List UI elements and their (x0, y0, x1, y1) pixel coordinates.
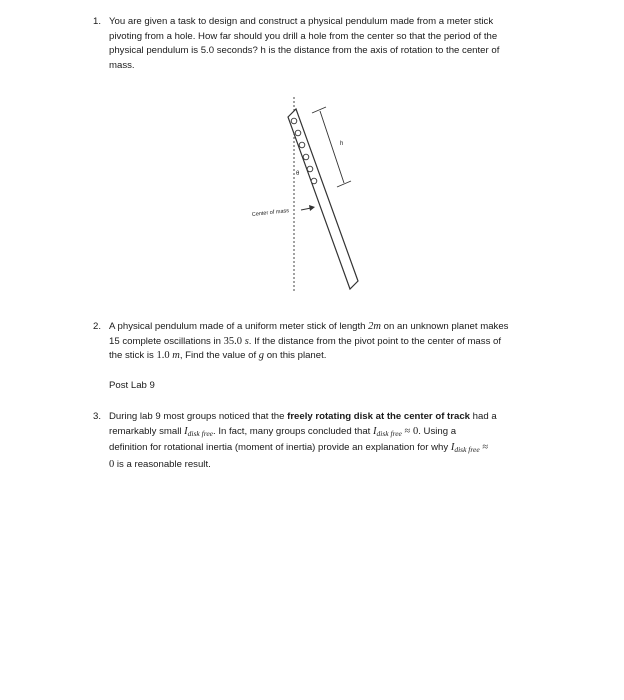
math-inertia: I (450, 442, 455, 453)
question-number: 1. (93, 16, 102, 27)
math-approx: ≈ (404, 425, 411, 437)
text-run: is a reasonable result. (114, 458, 211, 470)
text-run: definition for rotational inertia (moment of inertia) provide an explanation for why (109, 442, 451, 453)
hole (307, 166, 313, 172)
hole (291, 118, 297, 124)
text-run: on an unknown planet makes (381, 321, 509, 332)
math-zero: 0 (109, 458, 115, 470)
question-text (109, 410, 497, 472)
text-run: . In fact, many groups concluded that (213, 425, 374, 437)
center-of-mass-arrow (301, 208, 311, 210)
math-subscript: disk free (376, 428, 402, 438)
math-length: 2m (368, 321, 382, 332)
arrow-head-icon (309, 205, 315, 211)
text-run: the stick is (109, 350, 157, 361)
math-time: 35.0 (223, 335, 243, 347)
math-zero: 0 (412, 425, 419, 437)
math-approx: ≈ (482, 442, 489, 453)
text-run: had a (470, 411, 497, 422)
hole (303, 154, 309, 160)
bold-phrase: freely rotating disk at the center of track (287, 411, 470, 422)
h-dimension-tick (312, 107, 326, 113)
theta-label: θ (296, 171, 300, 177)
text-line (109, 425, 497, 442)
hole (299, 142, 305, 148)
h-label: h (340, 141, 344, 147)
hole (295, 130, 301, 136)
text-line (109, 320, 508, 335)
math-inertia: I (373, 425, 377, 437)
text-run: on this planet. (264, 350, 327, 361)
h-dimension-line (320, 111, 344, 183)
text-run: A physical pendulum made of a uniform meter stick of length (109, 321, 369, 332)
text-line: mass. (109, 59, 135, 71)
text-run: . If the distance from the pivot point to the center of mass of (248, 335, 502, 347)
text-line (109, 441, 497, 458)
text-line: physical pendulum is 5.0 seconds? h is the distance from the axis of rotation to the center of (109, 45, 500, 56)
math-g: g (258, 350, 265, 361)
math-inertia: I (184, 425, 188, 437)
text-line (109, 410, 497, 425)
text-line: pivoting from a hole. How far should you drill a hole from the center so that the period of the (109, 30, 498, 42)
text-run: During lab 9 most groups noticed that the (109, 411, 288, 422)
pendulum-diagram (240, 95, 370, 295)
text-line (109, 349, 508, 364)
math-subscript: disk free (454, 445, 480, 454)
text-run: , Find the value of (179, 350, 259, 361)
pendulum-figure (240, 95, 370, 300)
question-number: 3. (93, 411, 102, 422)
math-unit: m (172, 350, 180, 361)
post-lab-heading: Post Lab 9 (109, 380, 155, 391)
math-unit: s (244, 335, 249, 347)
text-run: remarkably small (109, 425, 185, 437)
text-line: You are given a task to design and construct a physical pendulum made from a meter stick (109, 16, 494, 27)
center-of-mass-label: Center of mass (251, 208, 290, 218)
text-line (109, 458, 497, 473)
math-subscript: disk free (187, 428, 214, 438)
question-number: 2. (93, 321, 102, 332)
text-line (109, 335, 508, 350)
question-text (109, 15, 499, 73)
question-text (109, 320, 508, 364)
math-distance: 1.0 (156, 350, 170, 361)
hole (311, 178, 317, 184)
text-run: . Using a (418, 425, 457, 437)
text-run: 15 complete oscillations in (109, 335, 224, 347)
